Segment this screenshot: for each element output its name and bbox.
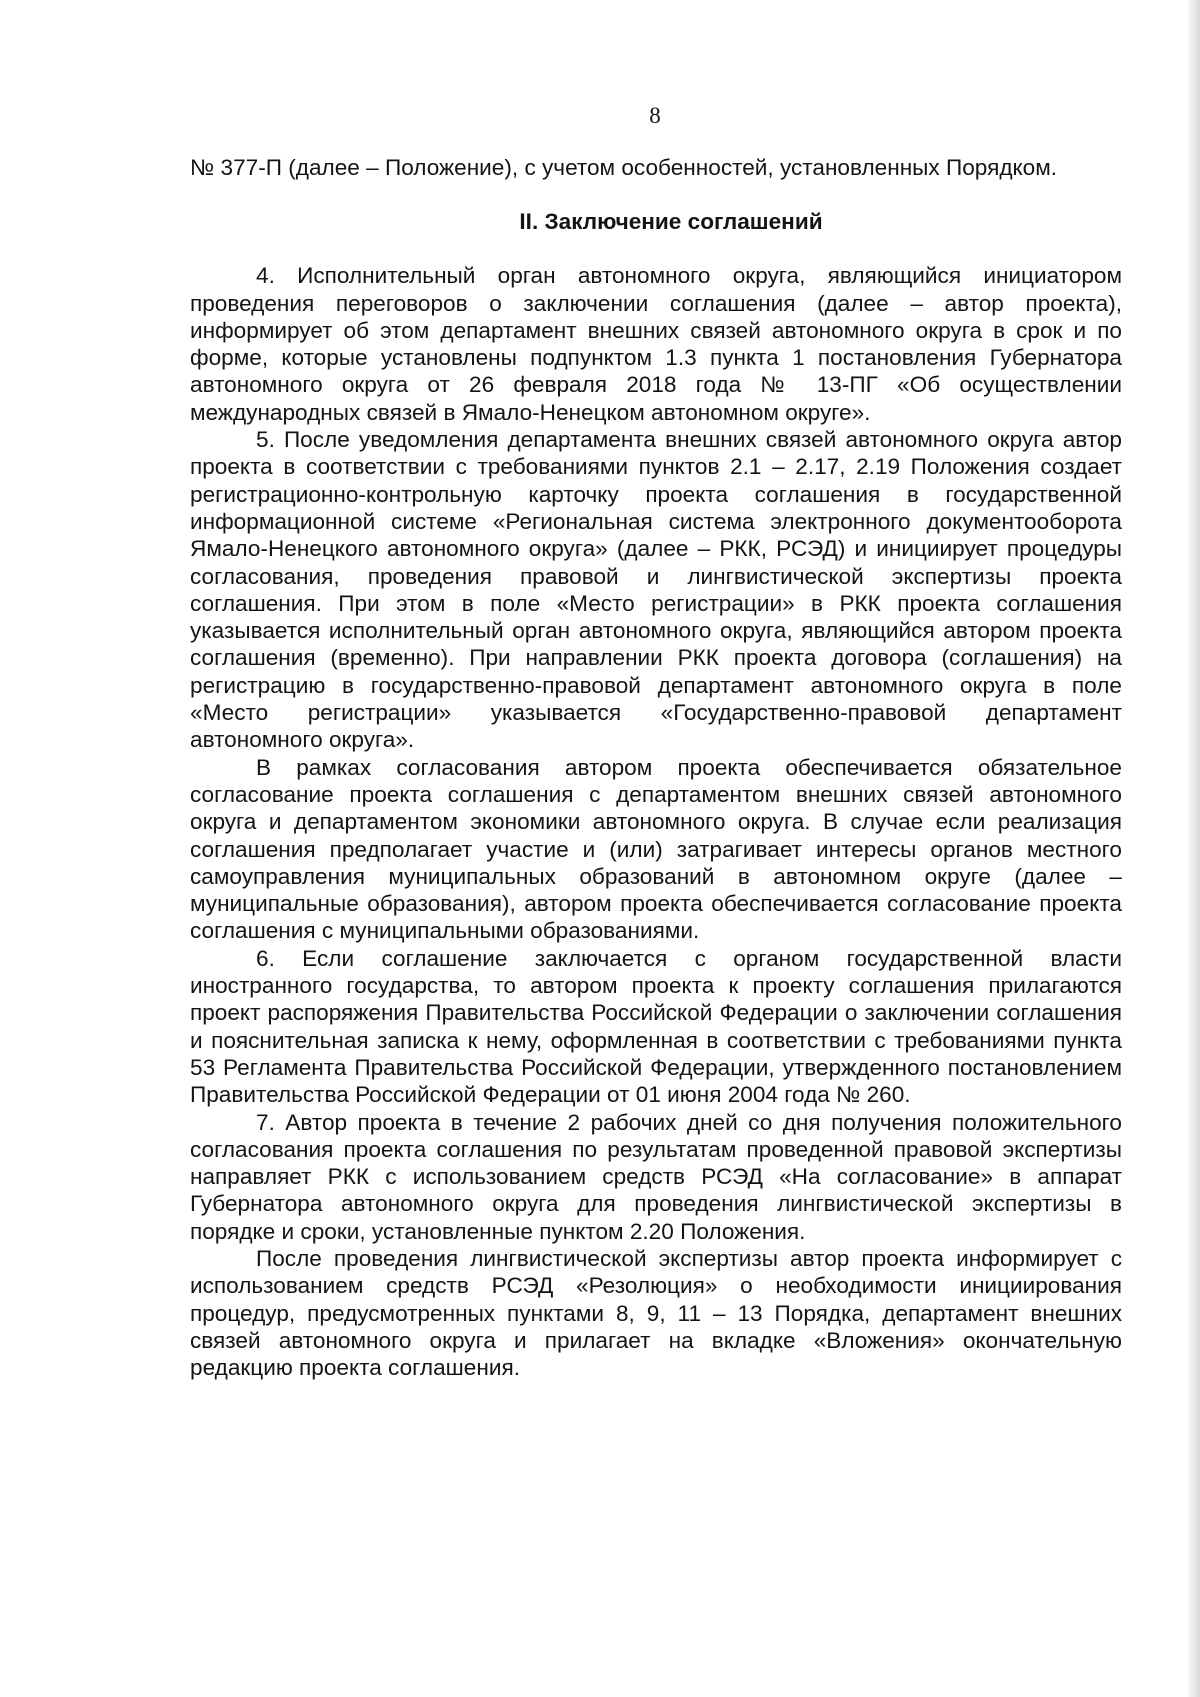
document-body bbox=[190, 154, 1122, 1381]
paragraph-7: 7. Автор проекта в течение 2 рабочих дней со дня получения положительного согласования проекта соглашения по результатам проведенной правовой экспертизы направляет РКК с использованием средств РСЭД «На согласование» в аппарат Губернатора автономного округа для проведения лингвистической экспертизы в порядке и сроки, установленные пунктом 2.20 Положения. bbox=[190, 1109, 1122, 1244]
page-number: 8 bbox=[649, 103, 661, 128]
paragraph-4: 4. Исполнительный орган автономного округа, являющийся инициатором проведения переговоров о заключении соглашения (далее – автор проекта), информирует об этом департамент внешних связей автономного округа в срок и по форме, которые установлены подпунктом 1.3 пункта 1 постановления Губернатора автономного округа от 26 февраля 2018 года № 13-ПГ «Об осуществлении международных связей в Ямало-Ненецком автономном округе». bbox=[190, 263, 1122, 425]
scan-edge-shadow bbox=[1186, 0, 1200, 1697]
section-title: II. Заключение соглашений bbox=[519, 209, 823, 235]
paragraph-5: 5. После уведомления департамента внешних связей автономного округа автор проекта в соответствии с требованиями пунктов 2.1 – 2.17, 2.19 Положения создает регистрационно-контрольную карточку проекта соглашения в государственной информационной системе «Региональная система электронного документооборота Ямало-Ненецкого автономного округа» (далее – РКК, РСЭД) и инициирует процедуры согласования, проведения правовой и лингвистической экспертизы проекта соглашения. При этом в поле «Место регистрации» в РКК проекта соглашения указывается исполнительный орган автономного округа, являющийся автором проекта соглашения (временно). При направлении РКК проекта договора (соглашения) на регистрацию в государственно-правовой департамент автономного округа в поле «Место регистрации» указывается «Государственно-правовой департамент автономного округа». bbox=[190, 427, 1122, 753]
paragraph-6: 6. Если соглашение заключается с органом государственной власти иностранного государства, то автором проекта к проекту соглашения прилагаются проект распоряжения Правительства Российской Федерации о заключении соглашения и пояснительная записка к нему, оформленная в соответствии с требованиями пункта 53 Регламента Правительства Российской Федерации, утвержденного постановлением Правительства Российской Федерации от 01 июня 2004 года № 260. bbox=[190, 945, 1122, 1108]
paragraph-5-continued: В рамках согласования автором проекта обеспечивается обязательное согласование проекта соглашения с департаментом внешних связей автономного округа и департаментом экономики автономного округа. В случае если реализация соглашения предполагает участие и (или) затрагивает интересы органов местного самоуправления муниципальных образований в автономном округе (далее – муниципальные образования), автором проекта обеспечивается согласование проекта соглашения с муниципальными образованиями. bbox=[190, 754, 1122, 944]
intro-paragraph: № 377-П (далее – Положение), с учетом особенностей, установленных Порядком. bbox=[190, 155, 1058, 180]
paragraph-7-continued: После проведения лингвистической экспертизы автор проекта информирует с использованием средств РСЭД «Резолюция» о необходимости инициирования процедур, предусмотренных пунктами 8, 9, 11 – 13 Порядка, департамент внешних связей автономного округа и прилагает на вкладке «Вложения» окончательную редакцию проекта соглашения. bbox=[190, 1245, 1122, 1381]
